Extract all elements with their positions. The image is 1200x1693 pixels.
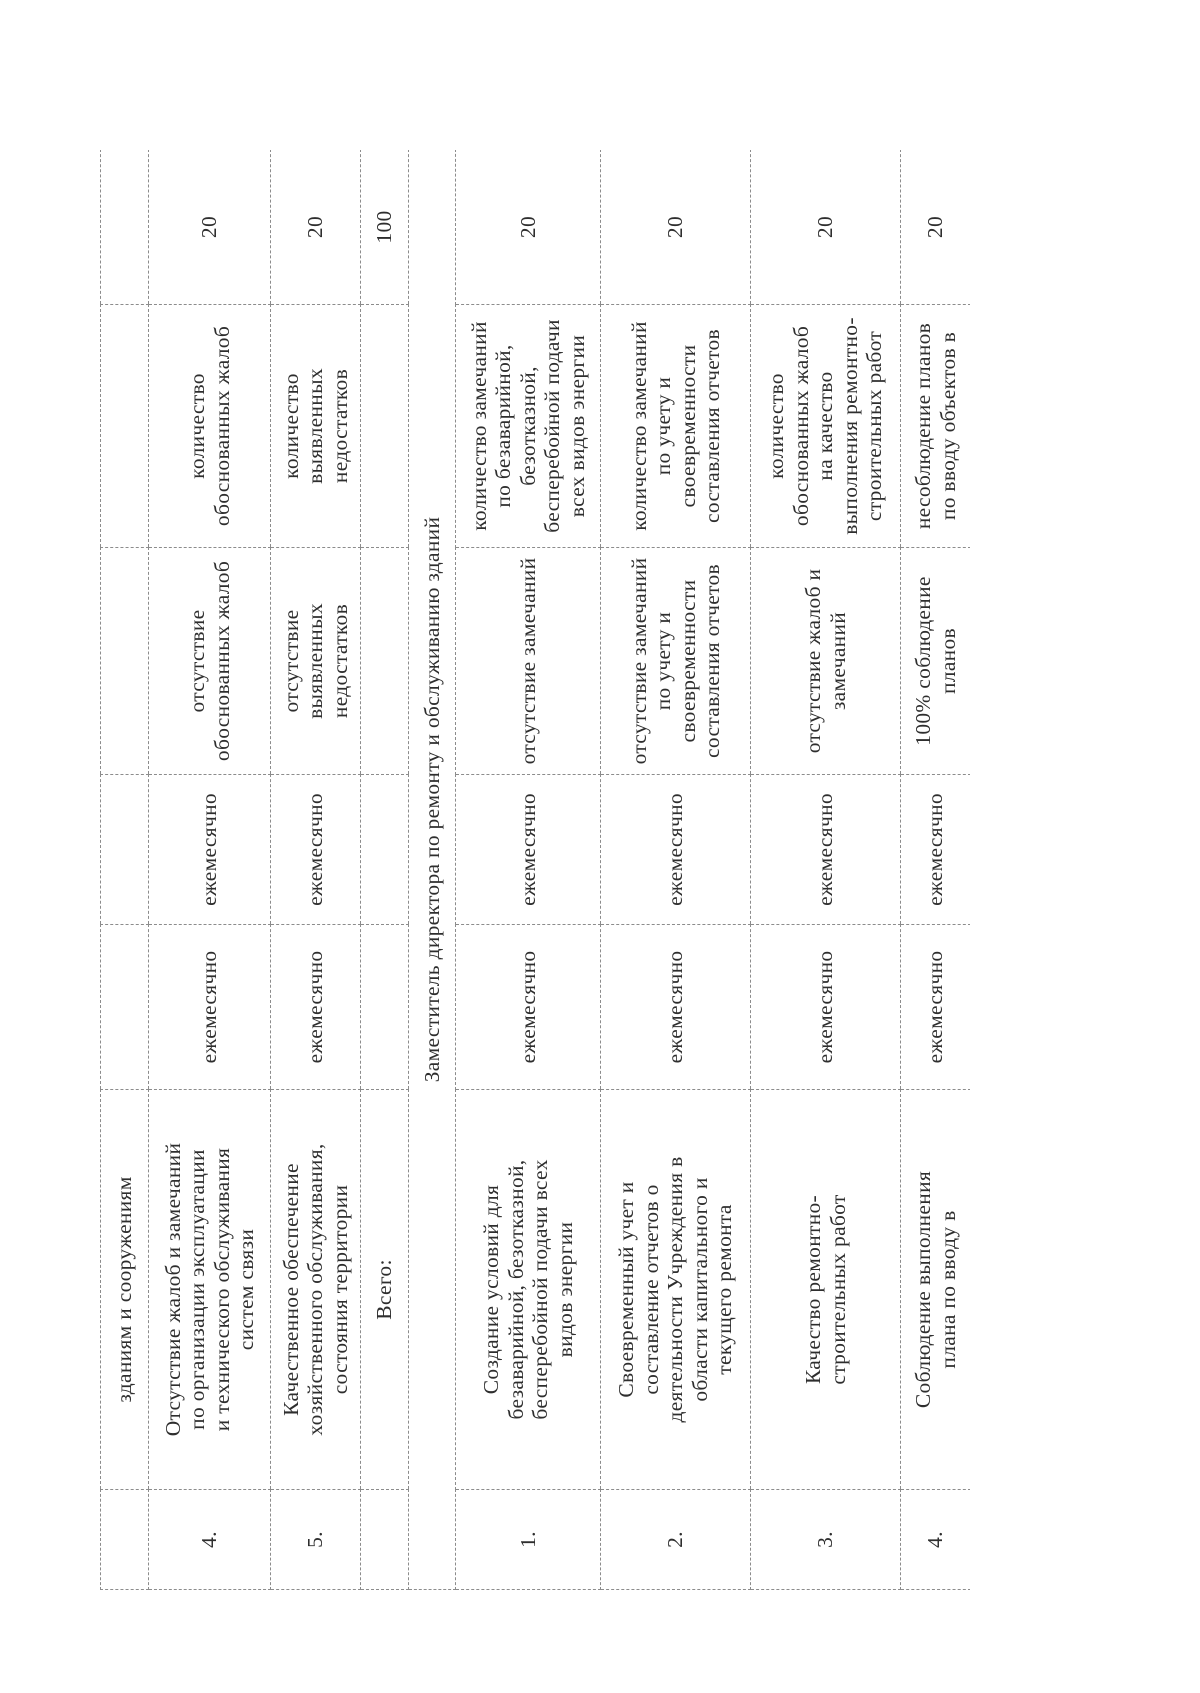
points-cell: 20 <box>271 150 361 305</box>
table-frame <box>100 150 970 1590</box>
empty-cell <box>101 775 149 925</box>
period-cell: ежемесячно <box>456 775 601 925</box>
empty-cell <box>101 548 149 775</box>
indicator-cell: Отсутствие жалоб и замечаний по организации эксплуатации и технического обслуживания систем связи <box>149 1090 271 1490</box>
table-row-section <box>409 150 456 1590</box>
rotated-table-container <box>100 150 970 1590</box>
target-cell: отсутствие жалоб и замечаний <box>751 548 901 775</box>
indicator-cell: Создание условий для безаварийной, безотказной, бесперебойной подачи всех видов энергии <box>456 1090 601 1490</box>
number-cell: 4. <box>901 1490 971 1590</box>
periodicity-cell: ежемесячно <box>901 925 971 1090</box>
periodicity-cell: ежемесячно <box>751 925 901 1090</box>
empty-cell <box>101 925 149 1090</box>
table-row <box>751 150 901 1590</box>
empty-cell <box>361 775 409 925</box>
total-points: 100 <box>361 150 409 305</box>
period-cell: ежемесячно <box>901 775 971 925</box>
total-label: Всего: <box>361 1090 409 1490</box>
section-title: Заместитель директора по ремонту и обслуживанию зданий <box>409 150 456 1590</box>
points-cell: 20 <box>601 150 751 305</box>
table-row-total <box>361 150 409 1590</box>
table-row <box>901 150 971 1590</box>
periodicity-cell: ежемесячно <box>271 925 361 1090</box>
target-cell: отсутствие замечаний по учету и своевременности составления отчетов <box>601 548 751 775</box>
measure-cell: несоблюдение планов по вводу объектов в <box>901 305 971 548</box>
indicator-cell: Соблюдение выполнения плана по вводу в <box>901 1090 971 1490</box>
table-row <box>149 150 271 1590</box>
number-cell: 4. <box>149 1490 271 1590</box>
table-row <box>601 150 751 1590</box>
period-cell: ежемесячно <box>271 775 361 925</box>
points-cell: 20 <box>751 150 901 305</box>
number-cell <box>361 1490 409 1590</box>
measure-cell: количество обоснованных жалоб <box>149 305 271 548</box>
target-cell: 100% соблюдение планов <box>901 548 971 775</box>
target-cell: отсутствие обоснованных жалоб <box>149 548 271 775</box>
table-row <box>456 150 601 1590</box>
indicator-cell: Своевременный учет и составление отчетов о деятельности Учреждения в области капитального и текущего ремонта <box>601 1090 751 1490</box>
points-cell: 20 <box>901 150 971 305</box>
periodicity-cell: ежемесячно <box>456 925 601 1090</box>
number-cell: 5. <box>271 1490 361 1590</box>
empty-cell <box>101 305 149 548</box>
empty-cell <box>361 925 409 1090</box>
target-cell: отсутствие замечаний <box>456 548 601 775</box>
measure-cell: количество замечаний по безаварийной, безотказной, бесперебойной подачи всех видов энергии <box>456 305 601 548</box>
period-cell: ежемесячно <box>601 775 751 925</box>
table-row-continuation <box>101 150 149 1590</box>
number-cell: 1. <box>456 1490 601 1590</box>
indicator-cell: зданиям и сооружениям <box>101 1090 149 1490</box>
indicators-table <box>100 150 970 1590</box>
period-cell: ежемесячно <box>149 775 271 925</box>
points-cell: 20 <box>456 150 601 305</box>
measure-cell: количество замечаний по учету и своевременности составления отчетов <box>601 305 751 548</box>
number-cell: 3. <box>751 1490 901 1590</box>
empty-cell <box>361 548 409 775</box>
empty-cell <box>361 305 409 548</box>
empty-cell <box>101 150 149 305</box>
number-cell <box>101 1490 149 1590</box>
measure-cell: количество обоснованных жалоб на качество выполнения ремонтно- строительных работ <box>751 305 901 548</box>
target-cell: отсутствие выявленных недостатков <box>271 548 361 775</box>
indicator-cell: Качество ремонтно- строительных работ <box>751 1090 901 1490</box>
period-cell: ежемесячно <box>751 775 901 925</box>
points-cell: 20 <box>149 150 271 305</box>
periodicity-cell: ежемесячно <box>601 925 751 1090</box>
measure-cell: количество выявленных недостатков <box>271 305 361 548</box>
table-row <box>271 150 361 1590</box>
periodicity-cell: ежемесячно <box>149 925 271 1090</box>
number-cell: 2. <box>601 1490 751 1590</box>
indicator-cell: Качественное обеспечение хозяйственного обслуживания, состояния территории <box>271 1090 361 1490</box>
